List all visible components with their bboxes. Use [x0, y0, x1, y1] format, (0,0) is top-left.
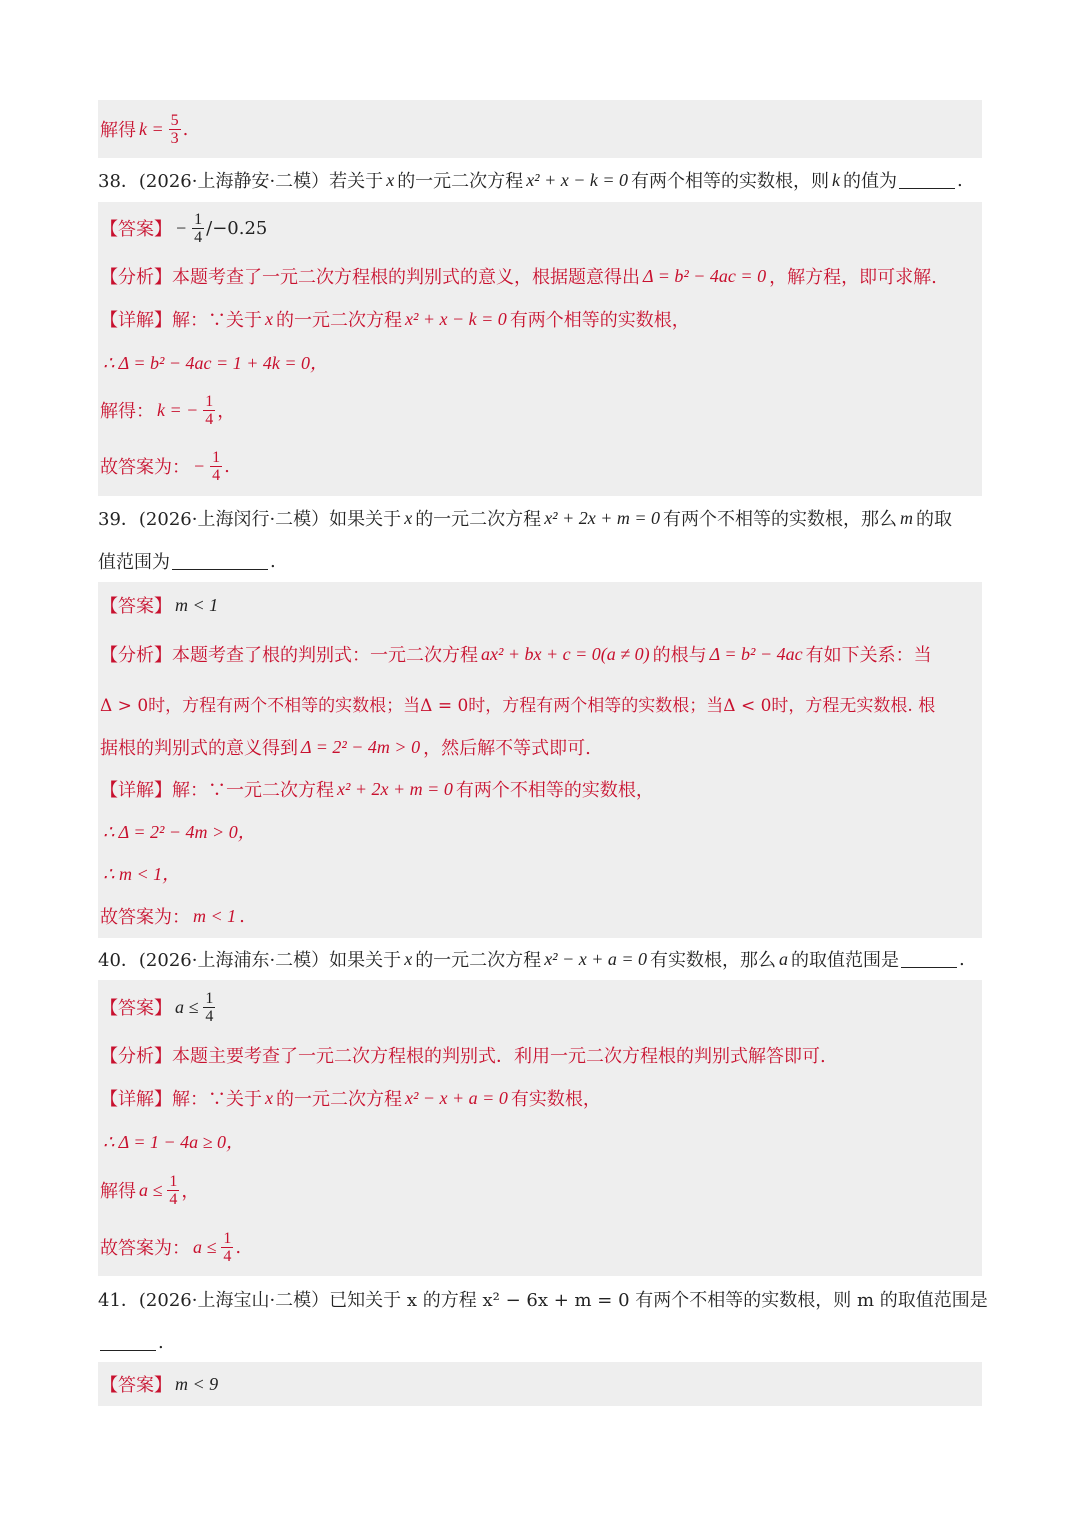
q38-solution-box [98, 202, 982, 496]
q40-step1 [100, 1120, 982, 1162]
q38-mid: 的一元二次方程 [397, 171, 524, 192]
q39-final-end: . [239, 905, 245, 927]
q40-final-eq: a ≤ [193, 1236, 217, 1257]
q41-line1: 41．(2026·上海宝山·二模）已知关于 x 的方程 x² − 6x + m = 0 有两个不相等的实数根，则 m 的取值范围是 [98, 1290, 988, 1311]
q40-equation: x² − x + a = 0 [544, 948, 648, 969]
q39-answer-blank [172, 553, 268, 570]
q38-answer-post: /−0.25 [206, 217, 268, 239]
q38-final-end: . [224, 455, 230, 477]
q39-analysis-line3-eq: Δ = 2² − 4m > 0 [301, 736, 421, 757]
q37-solve-expr: k = [139, 118, 164, 139]
q40-answer-num: 1 [205, 989, 214, 1007]
q40-answer-den: 4 [205, 1007, 214, 1025]
q38-detail-var: x [265, 308, 273, 329]
q39-var: x [404, 507, 413, 528]
q40-step2-fraction [167, 1173, 179, 1208]
q40-analysis-text: 本题主要考查了一元二次方程根的判别式．利用一元二次方程根的判别式解答即可. [172, 1046, 826, 1067]
q39-mid: 的一元二次方程 [415, 509, 542, 530]
q38-var2: k [832, 169, 840, 190]
q39-tail2: 的取 [916, 509, 953, 530]
q40-solution-box [98, 980, 982, 1276]
q39-end: . [270, 550, 276, 572]
q39-analysis-text3: 有如下关系：当 [805, 645, 932, 666]
q39-step2 [100, 852, 982, 894]
q38-step2-eq: k = − [157, 399, 199, 420]
q41-question [98, 1276, 988, 1322]
q38-detail-tail: 有两个相等的实数根， [509, 310, 690, 331]
q38-step1 [100, 340, 982, 384]
q38-detail-text: 解：∵关于 [172, 310, 262, 331]
q40-final [100, 1218, 982, 1276]
q40-tail2: 的取值范围是 [791, 950, 900, 971]
q40-answer-line [100, 980, 982, 1034]
q38-answer-line [100, 202, 982, 254]
q38-step2-pre: 解得： [100, 401, 154, 422]
q41-answer-blank [100, 1334, 156, 1351]
q38-final-sign: − [193, 455, 206, 476]
q39-analysis-line [100, 628, 982, 680]
q39-analysis-eq: ax² + bx + c = 0(a ≠ 0) [481, 643, 650, 664]
q39-step1-text: ∴ Δ = 2² − 4m > 0， [103, 822, 256, 842]
q41-answer: m < 9 [175, 1373, 219, 1394]
q39-analysis-line3-pre: 据根的判别式的意义得到 [100, 738, 298, 759]
q37-solve-prefix: 解得 [100, 120, 136, 141]
q38-step1-text: ∴ Δ = b² − 4ac = 1 + 4k = 0， [103, 353, 328, 373]
q40-final-end: . [235, 1236, 242, 1258]
q40-var: x [404, 948, 413, 969]
q39-step1 [100, 810, 982, 852]
q38-step2 [100, 384, 982, 436]
q40-answer-tag: 【答案】 [100, 998, 172, 1019]
q40-step2-pre: 解得 [100, 1181, 136, 1202]
q38-analysis-line [100, 254, 982, 298]
q39-final-pre: 故答案为： [100, 907, 190, 928]
q39-detail-eq: x² + 2x + m = 0 [337, 778, 453, 799]
q40-answer-fraction [203, 990, 215, 1025]
q40-detail-tail: 有实数根， [510, 1089, 601, 1110]
q39-question [98, 496, 982, 540]
q39-solution-box [98, 582, 982, 938]
q39-detail-text: 解：∵一元二次方程 [172, 780, 334, 801]
q40-answer-blank [901, 951, 957, 968]
q40-detail-mid: 的一元二次方程 [276, 1089, 402, 1110]
q39-answer: m < 1 [175, 594, 219, 615]
q38-step2-num: 1 [205, 392, 214, 410]
q40-final-pre: 故答案为： [100, 1238, 190, 1259]
q39-detail-tag: 【详解】 [100, 780, 172, 801]
q37-solve-line [100, 100, 982, 158]
q40-step2-den: 4 [169, 1190, 178, 1208]
q38-answer-tag: 【答案】 [100, 219, 172, 240]
q40-number: 40．(2026·上海浦东·二模）如果关于 [98, 950, 402, 971]
q38-analysis-tag: 【分析】 [100, 267, 172, 288]
q38-final-den: 4 [212, 466, 221, 484]
q38-analysis-eq: Δ = b² − 4ac = 0 [643, 265, 767, 286]
q38-detail-line [100, 298, 982, 340]
q38-end: . [957, 169, 963, 191]
q39-step2-text: ∴ m < 1， [103, 864, 181, 884]
q39-analysis-tag: 【分析】 [100, 645, 172, 666]
q40-tail: 有实数根，那么 [650, 950, 777, 971]
q39-analysis-line3-post: ，然后解不等式即可. [423, 738, 591, 759]
q39-answer-line [100, 582, 982, 628]
q40-var2: a [779, 948, 789, 969]
q39-tail: 有两个不相等的实数根，那么 [663, 509, 898, 530]
q38-equation: x² + x − k = 0 [526, 169, 628, 190]
q40-final-fraction [221, 1230, 233, 1265]
q39-line2: 值范围为 [98, 552, 170, 573]
q39-analysis-text: 本题考查了根的判别式：一元二次方程 [172, 645, 478, 666]
q38-detail-tag: 【详解】 [100, 310, 172, 331]
q38-answer-blank [899, 172, 955, 189]
q37-fraction [169, 112, 181, 147]
q38-analysis-text2: ，解方程，即可求解. [769, 267, 937, 288]
q38-final-num: 1 [212, 448, 221, 466]
q39-analysis-line2-text: Δ > 0时，方程有两个不相等的实数根；当Δ = 0时，方程有两个相等的实数根；当Δ < 0时，方程无实数根. 根 [100, 695, 936, 716]
q38-answer-fraction [192, 211, 204, 246]
q37-frac-num: 5 [170, 111, 179, 129]
q39-answer-tag: 【答案】 [100, 596, 172, 617]
q40-detail-var: x [265, 1087, 273, 1108]
q39-analysis-text2: 的根与 [652, 645, 707, 666]
q39-detail-tail: 有两个不相等的实数根， [455, 780, 654, 801]
q38-answer-sign: − [175, 217, 188, 238]
document-page [98, 100, 988, 1406]
q39-var2: m [900, 507, 914, 528]
q41-end: . [158, 1331, 164, 1353]
q40-step2-num: 1 [169, 1172, 178, 1190]
q38-detail-mid: 的一元二次方程 [276, 310, 402, 331]
q37-frac-den: 3 [170, 129, 179, 147]
q38-step2-fraction [203, 393, 215, 428]
q40-detail-line [100, 1076, 982, 1120]
q37-end: . [182, 118, 189, 140]
q40-end: . [959, 948, 965, 970]
q38-detail-eq: x² + x − k = 0 [405, 308, 507, 329]
q41-solution-box [98, 1362, 982, 1406]
q40-final-den: 4 [223, 1247, 232, 1265]
q40-step2 [100, 1162, 982, 1218]
q40-answer-pre: a ≤ [175, 996, 199, 1017]
q38-answer-num: 1 [194, 210, 203, 228]
q39-analysis-eq2: Δ = b² − 4ac [709, 643, 803, 664]
q40-step1-text: ∴ Δ = 1 − 4a ≥ 0， [103, 1132, 245, 1152]
q38-final [100, 436, 982, 496]
q39-question-line2 [98, 540, 982, 582]
q38-tail2: 的值为 [843, 171, 897, 192]
q38-var: x [386, 169, 395, 190]
q38-step2-den: 4 [205, 410, 214, 428]
q39-analysis-line3 [100, 726, 982, 768]
q40-detail-tag: 【详解】 [100, 1089, 172, 1110]
q41-answer-tag: 【答案】 [100, 1375, 172, 1396]
q40-analysis-tag: 【分析】 [100, 1046, 172, 1067]
q40-step2-end: ， [181, 1181, 200, 1202]
q40-question [98, 938, 982, 980]
q38-final-fraction [210, 449, 222, 484]
q38-answer-den: 4 [194, 228, 203, 246]
q40-step2-eq: a ≤ [139, 1179, 163, 1200]
q41-question-line2 [98, 1322, 982, 1362]
q39-final-eq: m < 1 [193, 905, 237, 926]
q40-mid: 的一元二次方程 [415, 950, 542, 971]
q40-detail-text: 解：∵关于 [172, 1089, 262, 1110]
q40-analysis-line [100, 1034, 982, 1076]
q38-question [98, 158, 982, 202]
q41-answer-line [100, 1362, 982, 1406]
q38-step2-end: ， [217, 401, 236, 422]
q37-solution-box [98, 100, 982, 158]
q39-number: 39．(2026·上海闵行·二模）如果关于 [98, 509, 402, 530]
q38-final-pre: 故答案为： [100, 457, 190, 478]
q38-tail: 有两个相等的实数根，则 [631, 171, 829, 192]
q38-number: 38．(2026·上海静安·二模）若关于 [98, 171, 384, 192]
q39-final [100, 894, 982, 938]
q40-final-num: 1 [223, 1229, 232, 1247]
q39-analysis-line2 [100, 680, 982, 726]
q38-analysis-text: 本题考查了一元二次方程根的判别式的意义，根据题意得出 [172, 267, 640, 288]
q40-detail-eq: x² − x + a = 0 [405, 1087, 508, 1108]
q39-equation: x² + 2x + m = 0 [544, 507, 661, 528]
q39-detail-line [100, 768, 982, 810]
